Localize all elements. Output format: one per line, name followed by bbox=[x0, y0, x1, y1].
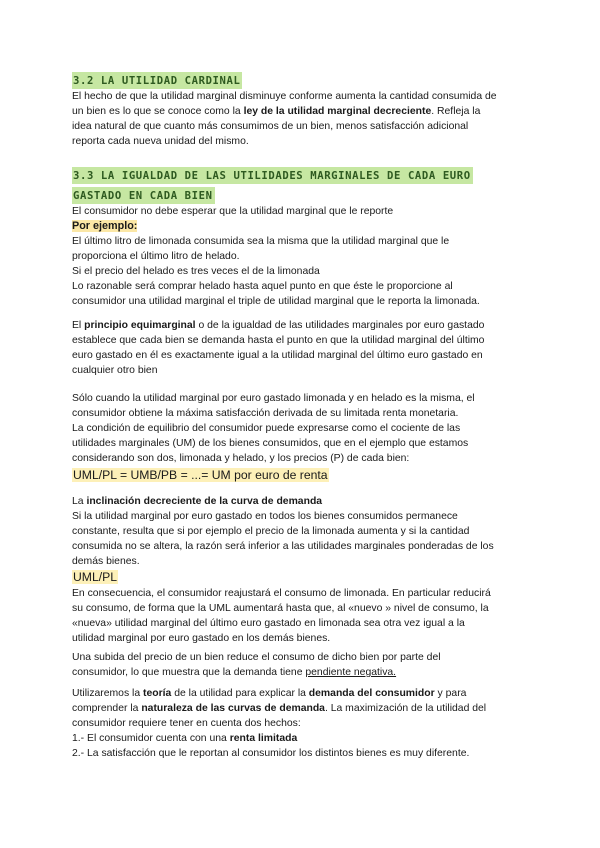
section-3-3 bbox=[72, 166, 532, 309]
paragraph-line: demás bienes. bbox=[72, 556, 140, 567]
subida-paragraph bbox=[72, 650, 532, 680]
paragraph-line: considerando son dos, limonada y helado, y los precios (P) de cada bien: bbox=[72, 453, 410, 464]
paragraph-line: constante, resulta que si por ejemplo el precio de la limonada aumenta y si la cantidad bbox=[72, 526, 470, 537]
ratio-formula: UML/PL bbox=[73, 570, 118, 584]
equimarginal-paragraph bbox=[72, 318, 532, 378]
paragraph-line: su consumo, de forma que la UML aumentará hasta que, al «nuevo » nivel de consumo, la bbox=[72, 603, 489, 614]
paragraph-line: un bien es lo que se conoce como la ley de la utilidad marginal decreciente. Refleja la bbox=[72, 106, 481, 117]
bold-term: renta limitada bbox=[229, 733, 298, 744]
paragraph-line: cualquier otro bien bbox=[72, 365, 158, 376]
bold-term: principio equimarginal bbox=[84, 320, 196, 331]
paragraph-line: Una subida del precio de un bien reduce el consumo de dicho bien por parte del bbox=[72, 652, 441, 663]
paragraph-line: utilidad marginal por euro gastado en los demás bienes. bbox=[72, 633, 331, 644]
equilibrio-paragraph bbox=[72, 391, 532, 484]
paragraph-line: Utilizaremos la teoría de la utilidad para explicar la demanda del consumidor y para bbox=[72, 688, 467, 699]
paragraph-line: El hecho de que la utilidad marginal disminuye conforme aumenta la cantidad consumida de bbox=[72, 91, 497, 102]
paragraph-line: consumidor una utilidad marginal el triple de utilidad marginal que le reporta la limonada. bbox=[72, 296, 480, 307]
paragraph-line: El principio equimarginal o de la igualdad de las utilidades marginales por euro gastado bbox=[72, 320, 485, 331]
paragraph-line: El consumidor no debe esperar que la utilidad marginal que le reporte bbox=[72, 206, 394, 217]
section-heading: 3.3 LA IGUALDAD DE LAS UTILIDADES MARGINALES DE CADA EURO bbox=[72, 167, 473, 184]
paragraph-line: utilidades marginales (UM) de los bienes consumidos, que en el ejemplo que estamos bbox=[72, 438, 469, 449]
subsection-title: La inclinación decreciente de la curva de demanda bbox=[72, 496, 323, 507]
bold-term: teoría bbox=[143, 688, 172, 699]
bold-term: naturaleza de las curvas de demanda bbox=[141, 703, 325, 714]
bold-term: inclinación decreciente de la curva de demanda bbox=[86, 496, 323, 507]
paragraph-line: proporciona el último litro de helado. bbox=[72, 251, 240, 262]
bold-term: demanda del consumidor bbox=[308, 688, 435, 699]
paragraph-line: consumidor obtiene la máxima satisfacción derivada de su limitada renta monetaria. bbox=[72, 408, 459, 419]
paragraph-line: comprender la naturaleza de las curvas de demanda. La maximización de la utilidad del bbox=[72, 703, 487, 714]
paragraph-line: La condición de equilibrio del consumidor puede expresarse como el cociente de las bbox=[72, 423, 461, 434]
equilibrium-formula: UML/PL = UMB/PB = ...= UM por euro de renta bbox=[73, 468, 328, 482]
bold-term: ley de la utilidad marginal decreciente bbox=[243, 106, 432, 117]
paragraph-line: euro gastado en él es exactamente igual a la utilidad marginal del último euro gastado en bbox=[72, 350, 483, 361]
paragraph-line: consumidor requiere tener en cuenta dos hechos: bbox=[72, 718, 301, 729]
inclinacion-section bbox=[72, 494, 532, 646]
section-heading: GASTADO EN CADA BIEN bbox=[72, 187, 215, 204]
paragraph-line: reporta cada nueva unidad del mismo. bbox=[72, 136, 249, 147]
paragraph-line: Si el precio del helado es tres veces el de la limonada bbox=[72, 266, 320, 277]
paragraph-line: Si la utilidad marginal por euro gastado en todos los bienes consumidos permanece bbox=[72, 511, 458, 522]
paragraph-line: consumidor, lo que muestra que la demanda tiene pendiente negativa. bbox=[72, 667, 397, 678]
paragraph-line: En consecuencia, el consumidor reajustará el consumo de limonada. En particular reducirá bbox=[72, 588, 491, 599]
paragraph-line: «nueva» utilidad marginal del último euro gastado en limonada sea otra vez igual a la bbox=[72, 618, 465, 629]
underlined-term: pendiente negativa. bbox=[305, 667, 397, 678]
teoria-paragraph bbox=[72, 686, 532, 761]
paragraph-line: idea natural de que cuanto más consumimos de un bien, menos satisfacción adicional bbox=[72, 121, 469, 132]
paragraph-line: establece que cada bien se demanda hasta el punto en que la utilidad marginal del último bbox=[72, 335, 485, 346]
por-ejemplo-label: Por ejemplo: bbox=[72, 220, 138, 232]
section-3-2 bbox=[72, 71, 532, 149]
paragraph-line: El último litro de limonada consumida sea la misma que la utilidad marginal que le bbox=[72, 236, 450, 247]
list-item: 2.- La satisfacción que le reportan al consumidor los distintos bienes es muy diferente. bbox=[72, 748, 470, 759]
paragraph-line: Lo razonable será comprar helado hasta aquel punto en que éste le proporcione al bbox=[72, 281, 453, 292]
list-item: 1.- El consumidor cuenta con una renta limitada bbox=[72, 733, 298, 744]
paragraph-line: consumida no se altera, la razón será inferior a las utilidades marginales ponderadas de los bbox=[72, 541, 494, 552]
section-heading: 3.2 LA UTILIDAD CARDINAL bbox=[72, 72, 242, 89]
paragraph-line: Sólo cuando la utilidad marginal por euro gastado limonada y en helado es la misma, el bbox=[72, 393, 475, 404]
